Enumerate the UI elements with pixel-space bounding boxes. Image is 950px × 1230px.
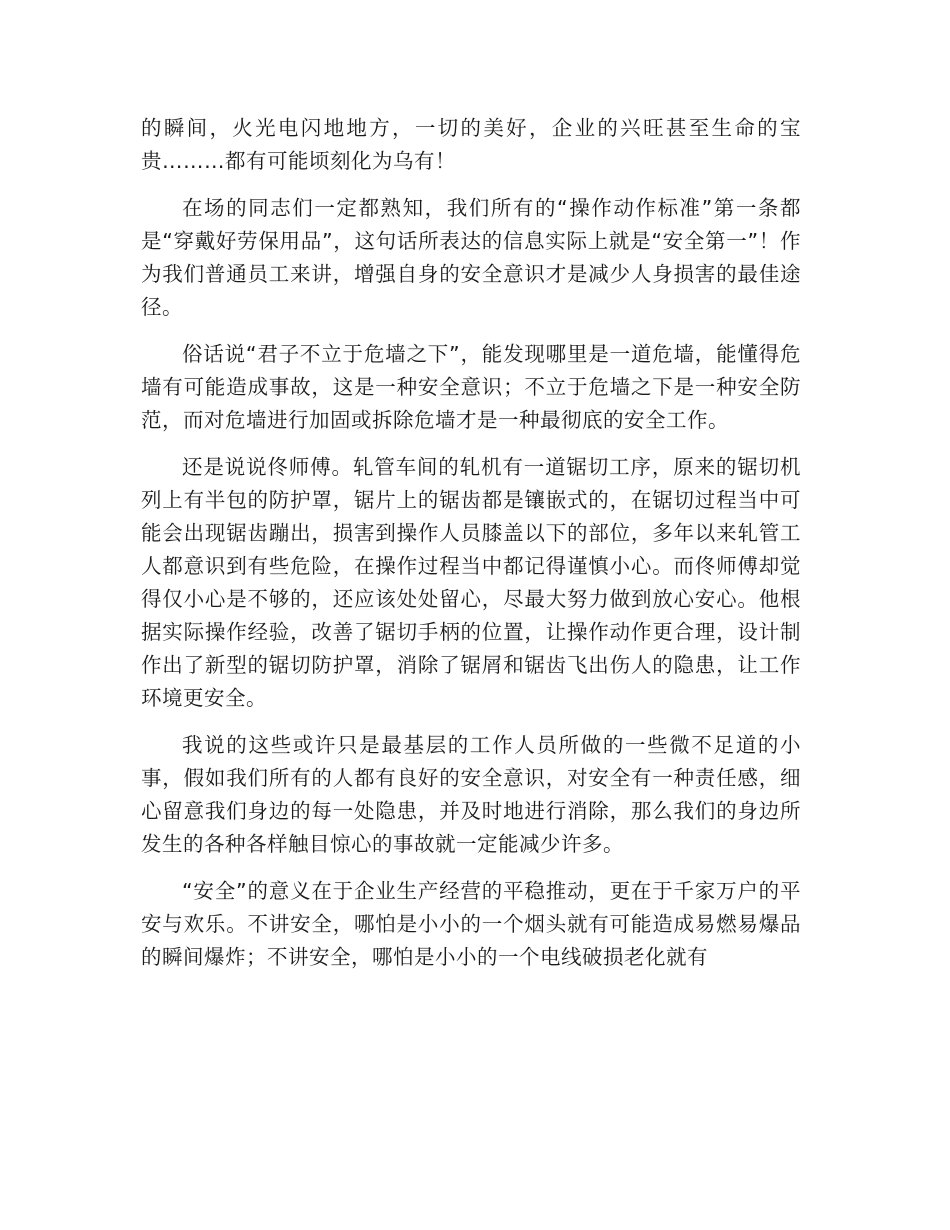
document-body xyxy=(141,112,801,988)
paragraph-2: 在场的同志们一定都熟知，我们所有的“操作动作标准”第一条都是“穿戴好劳保用品”，这句话所表达的信息实际上就是“安全第一”！作为我们普通员工来讲，增强自身的安全意识才是减少人身损害的最佳途径。 xyxy=(141,196,801,319)
paragraph-6: “安全”的意义在于企业生产经营的平稳推动，更在于千家万户的平安与欢乐。不讲安全，哪怕是小小的一个烟头就有可能造成易燃易爆品的瞬间爆炸；不讲安全，哪怕是小小的一个电线破损老化就有 xyxy=(141,879,801,969)
paragraph-1: 的瞬间，火光电闪地地方，一切的美好，企业的兴旺甚至生命的宝贵………都有可能顷刻化为乌有！ xyxy=(141,116,801,173)
paragraph-5: 我说的这些或许只是最基层的工作人员所做的一些微不足道的小事，假如我们所有的人都有良好的安全意识，对安全有一种责任感，细心留意我们身边的每一处隐患，并及时地进行消除，那么我们的身边所发生的各种各样触目惊心的事故就一定能减少许多。 xyxy=(141,733,801,856)
paragraph-3: 俗话说“君子不立于危墙之下”，能发现哪里是一道危墙，能懂得危墙有可能造成事故，这是一种安全意识；不立于危墙之下是一种安全防范，而对危墙进行加固或拆除危墙才是一种最彻底的安全工作。 xyxy=(141,342,801,432)
paragraph-4: 还是说说佟师傅。轧管车间的轧机有一道锯切工序，原来的锯切机列上有半包的防护罩，锯片上的锯齿都是镶嵌式的，在锯切过程当中可能会出现锯齿蹦出，损害到操作人员膝盖以下的部位，多年以来轧管工人都意识到有些危险，在操作过程当中都记得谨慎小心。而佟师傅却觉得仅小心是不够的，还应该处处留心，尽最大努力做到放心安心。他根据实际操作经验，改善了锯切手柄的位置，让操作动作更合理，设计制作出了新型的锯切防护罩，消除了锯屑和锯齿飞出伤人的隐患，让工作环境更安全。 xyxy=(141,455,801,710)
